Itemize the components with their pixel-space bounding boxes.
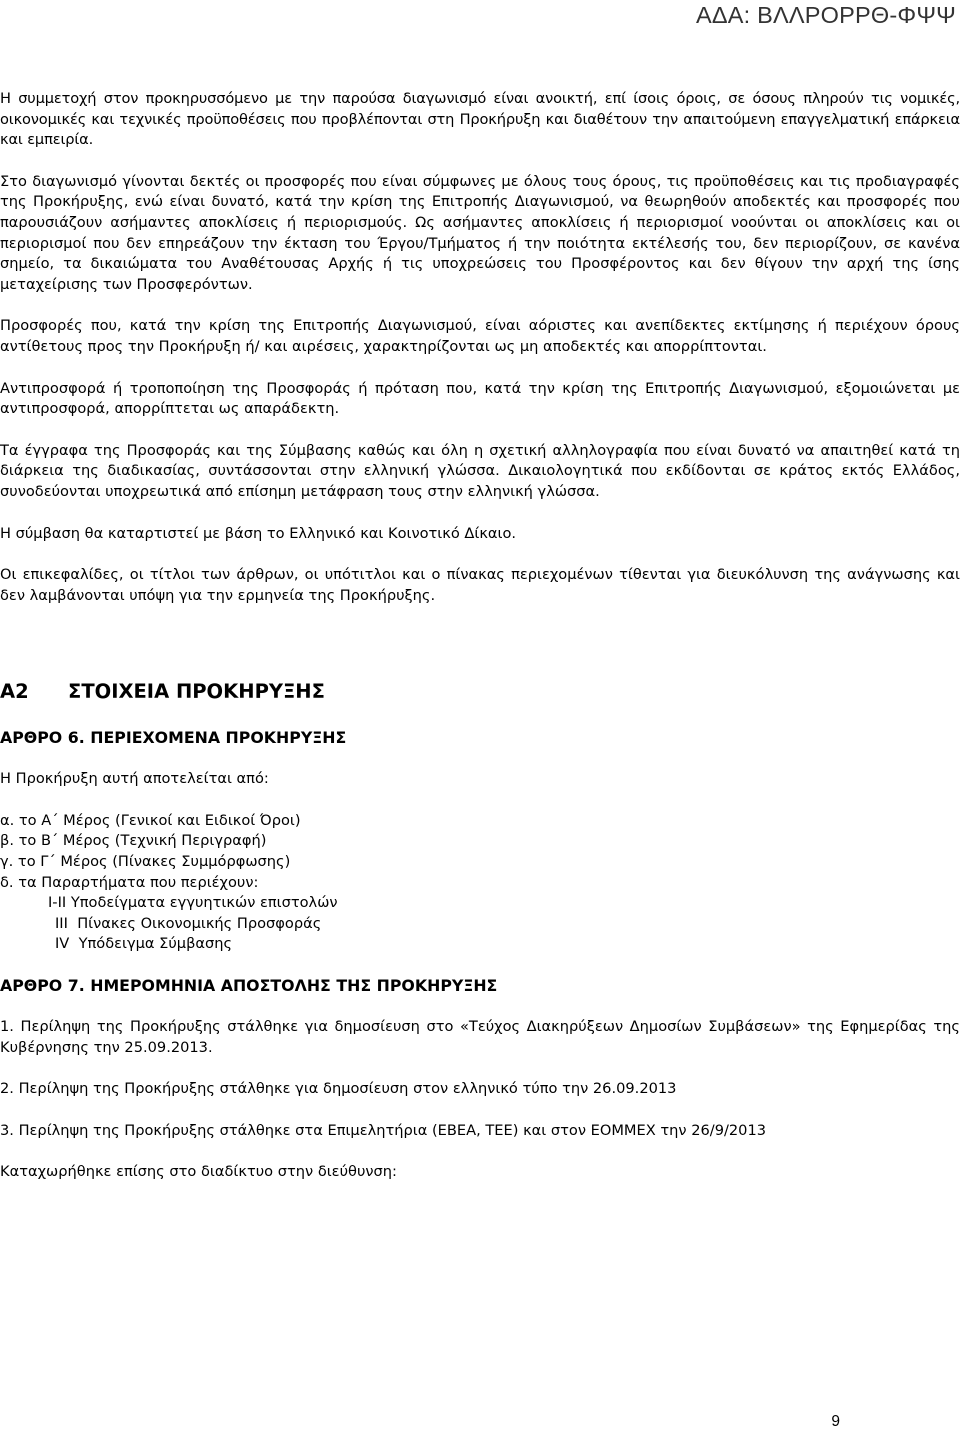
contents-item: δ. τα Παραρτήματα που περιέχουν: [0, 873, 259, 891]
paragraph-counteroffer: Αντιπροσφορά ή τροποποίηση της Προσφοράς ή πρόταση που, κατά την κρίση της Επιτροπής Διαγωνισμού, εξομοιώνεται με αντιπροσφορά, απορρίπτεται ως απαράδεκτη. [0, 379, 960, 418]
section-number: Α2 [0, 680, 29, 704]
page-number: 9 [831, 1413, 840, 1430]
section-title: ΣΤΟΙΧΕΙΑ ΠΡΟΚΗΡΥΞΗΣ [68, 680, 325, 704]
document-body [0, 89, 960, 1183]
section-heading [0, 677, 960, 707]
contents-item: β. το Β΄ Μέρος (Τεχνική Περιγραφή) [0, 832, 267, 850]
paragraph-participation: Η συμμετοχή στον προκηρυσσόμενο με την παρούσα διαγωνισμό είναι ανοικτή, επί ίσοις όροις, σε όσους πληρούν τις νομικές, οικονομικές και τεχνικές προϋποθέσεις που προβλέπονται στη Προκήρυξη και διαθέτουν την απαιτούμενη επαγγελματική επάρκεια και εμπειρία. [0, 90, 960, 149]
annex-item: I-II Υποδείγματα εγγυητικών επιστολών [48, 894, 338, 912]
article-6-title: ΑΡΘΡΟ 6. ΠΕΡΙΕΧΟΜΕΝΑ ΠΡΟΚΗΡΥΞΗΣ [0, 728, 347, 748]
article-6-intro: Η Προκήρυξη αυτή αποτελείται από: [0, 770, 269, 788]
paragraph-headings: Οι επικεφαλίδες, οι τίτλοι των άρθρων, οι υπότιτλοι και ο πίνακας περιεχομένων τίθενται για διευκόλυνση της ανάγνωσης και δεν λαμβάνονται υπόψη για την ερμηνεία της Προκήρυξης. [0, 566, 960, 604]
paragraph-language: Τα έγγραφα της Προσφοράς και της Σύμβασης καθώς και όλη η σχετική αλληλογραφία που είναι δυνατό να απαιτηθεί κατά τη διάρκεια της διαδικασίας, συντάσσονται στην ελληνική γλώσσα. Δικαιολογητικά που εκδίδονται σε κράτος εκτός Ελλάδος, συνοδεύονται υποχρεωτικά από επίσημη μετάφραση τους στην ελληνική γλώσσα. [0, 441, 960, 500]
annex-item: IV Υπόδειγμα Σύμβασης [55, 935, 233, 953]
article-7-title: ΑΡΘΡΟ 7. ΗΜΕΡΟΜΗΝΙΑ ΑΠΟΣΤΟΛΗΣ ΤΗΣ ΠΡΟΚΗΡΥΞΗΣ [0, 976, 498, 996]
ada-code-header: ΑΔΑ: ΒΛΛΡΟΡΡΘ-ΦΨΨ [696, 2, 956, 28]
article-7-paragraph-1: 1. Περίληψη της Προκήρυξης στάλθηκε για δημοσίευση στο «Τεύχος Διακηρύξεων Δημοσίων Συμβάσεων» της Εφημερίδας της Κυβέρνησης την 25.09.2013. [0, 1018, 960, 1056]
contents-item: γ. το Γ΄ Μέρος (Πίνακες Συμμόρφωσης) [0, 853, 291, 871]
contents-item: α. το Α΄ Μέρος (Γενικοί και Ειδικοί Όροι) [0, 811, 301, 829]
article-7-paragraph-4: Καταχωρήθηκε επίσης στο διαδίκτυο στην διεύθυνση: [0, 1163, 397, 1181]
article-7-paragraph-3: 3. Περίληψη της Προκήρυξης στάλθηκε στα Επιμελητήρια (ΕΒΕΑ, ΤΕΕ) και στον ΕΟΜΜΕΧ την 26/9/2013 [0, 1121, 767, 1139]
article-7-paragraph-2: 2. Περίληψη της Προκήρυξης στάλθηκε για δημοσίευση στον ελληνικό τύπο την 26.09.2013 [0, 1080, 677, 1098]
annex-item: III Πίνακες Οικονομικής Προσφοράς [55, 914, 322, 932]
paragraph-rejected-offers: Προσφορές που, κατά την κρίση της Επιτροπής Διαγωνισμού, είναι αόριστες και ανεπίδεκτες εκτίμησης ή περιέχουν όρους αντίθετους προς την Προκήρυξη ή/ και αιρέσεις, χαρακτηρίζονται ως μη αποδεκτές και απορρίπτονται. [0, 317, 960, 355]
paragraph-law: Η σύμβαση θα καταρτιστεί με βάση το Ελληνικό και Κοινοτικό Δίκαιο. [0, 524, 517, 542]
paragraph-accepted-offers: Στο διαγωνισμό γίνονται δεκτές οι προσφορές που είναι σύμφωνες με όλους τους όρους, τις προϋποθέσεις και τις προδιαγραφές της Προκήρυξης, ενώ είναι δυνατό, κατά την κρίση της Επιτροπής Διαγωνισμού, να θεωρηθούν αποδεκτές και προσφορές που παρουσιάζουν ασήμαντες αποκλίσεις ή περιορισμούς. Ως ασήμαντες αποκλίσεις ή περιορισμοί νοούνται οι αποκλίσεις και οι περιορισμοί που δεν επηρεάζουν την έκταση του Έργου/Τμήματος ή την ποιότητα εκτέλεσής του, δεν περιορίζουν, σε κανένα σημείο, τα δικαιώματα του Αναθέτουσας Αρχής ή τις υποχρεώσεις του Προσφέροντος και δεν θίγουν την αρχή της ίσης μεταχείρισης των Προσφερόντων. [0, 172, 960, 293]
